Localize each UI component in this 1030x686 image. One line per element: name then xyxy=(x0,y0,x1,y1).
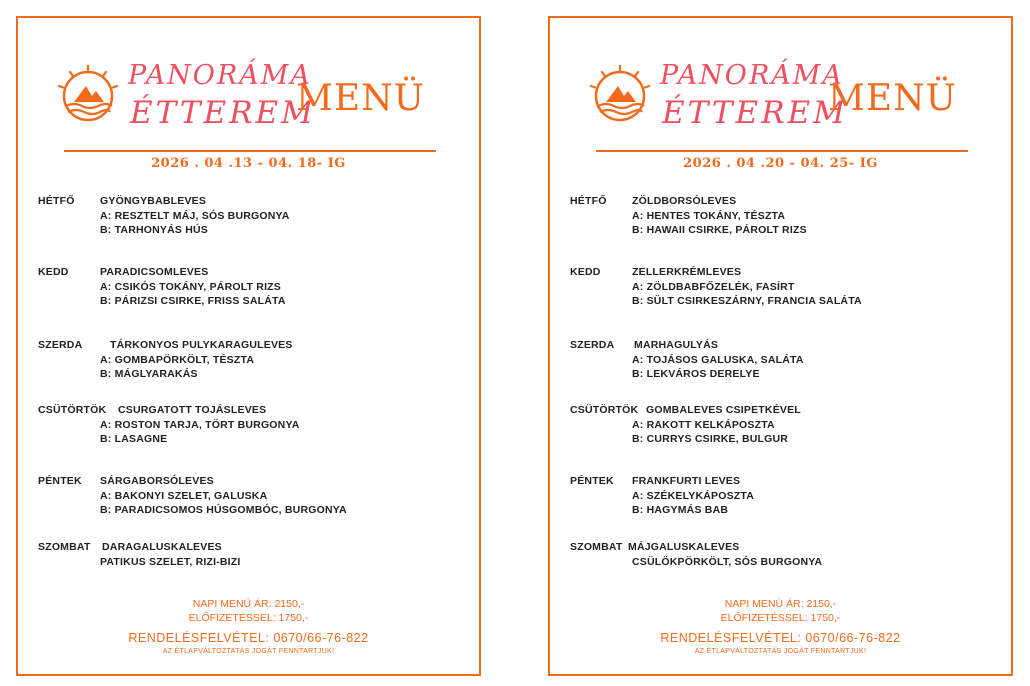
day-name: HÉTFŐ xyxy=(38,195,75,207)
day-name: KEDD xyxy=(570,266,601,278)
option-a: A: BAKONYI SZELET, GALUSKA xyxy=(100,489,268,502)
order-phone: RENDELÉSFELVÉTEL: 0670/66-76-822 xyxy=(660,631,901,645)
divider xyxy=(596,150,968,152)
soup: FRANKFURTI LEVES xyxy=(632,475,741,487)
option-b: B: HAGYMÁS BAB xyxy=(632,504,729,516)
price-line: NAPI MENÜ ÁR: 2150,- xyxy=(192,598,305,610)
option-b: B: LEKVÁROS DERELYE xyxy=(632,368,760,380)
option-a: A: ROSTON TARJA, TÖRT BURGONYA xyxy=(100,418,300,431)
menu-title: MENÜ xyxy=(296,78,425,119)
option-b: B: MÁGLYARAKÁS xyxy=(100,368,198,380)
option-a: A: GOMBAPÖRKÖLT, TÉSZTA xyxy=(100,353,255,366)
menu-title: MENÜ xyxy=(828,78,957,119)
soup: CSURGATOTT TOJÁSLEVES xyxy=(118,404,267,416)
date-range: 2026 . 04 .20 - 04. 25- IG xyxy=(683,156,878,171)
subscription-price-line: ELŐFIZETÉSSEL: 1750,- xyxy=(720,612,841,624)
brand-line-1: PANORÁMA xyxy=(660,60,844,91)
day-name: PÉNTEK xyxy=(570,475,614,487)
sunset-logo-icon xyxy=(56,64,120,128)
disclaimer-note: AZ ÉTLAPVÁLTOZTATÁS JOGÁT FENNTARTJUK! xyxy=(162,648,335,655)
option-a: A: RAKOTT KELKÁPOSZTA xyxy=(632,418,775,431)
order-phone: RENDELÉSFELVÉTEL: 0670/66-76-822 xyxy=(128,631,369,645)
soup: SÁRGABORSÓLEVES xyxy=(100,475,214,487)
divider xyxy=(64,150,436,152)
main-dish: CSÜLÖKPÖRKÖLT, SÓS BURGONYA xyxy=(632,555,823,568)
option-a: A: RESZTELT MÁJ, SÓS BURGONYA xyxy=(100,209,290,222)
day-name: CSÜTÖRTÖK xyxy=(38,404,107,416)
option-a: A: HENTES TOKÁNY, TÉSZTA xyxy=(632,209,786,222)
brand-line-2: ÉTTEREM xyxy=(662,95,848,131)
brand-line-2: ÉTTEREM xyxy=(130,95,316,131)
option-a: A: ZÖLDBABFŐZELÉK, FASÍRT xyxy=(632,280,795,293)
option-b: B: TARHONYÁS HÚS xyxy=(100,224,209,236)
option-a: A: TOJÁSOS GALUSKA, SALÁTA xyxy=(632,353,804,366)
menu-page-week1 xyxy=(16,16,481,676)
disclaimer-note: AZ ÉTLAPVÁLTOZTATÁS JOGÁT FENNTARTJUK! xyxy=(694,648,867,655)
day-name: KEDD xyxy=(38,266,69,278)
main-dish: PATIKUS SZELET, RIZI-BIZI xyxy=(100,555,241,568)
day-name: SZOMBAT xyxy=(38,541,91,553)
price-line: NAPI MENÜ ÁR: 2150,- xyxy=(724,598,837,610)
day-name: CSÜTÖRTÖK xyxy=(570,404,639,416)
soup: ZELLERKRÉMLEVES xyxy=(632,266,742,278)
option-b: B: CURRYS CSIRKE, BULGUR xyxy=(632,433,789,445)
day-name: SZERDA xyxy=(38,339,83,351)
option-b: B: LASAGNE xyxy=(100,433,168,445)
day-name: SZERDA xyxy=(570,339,615,351)
soup: MARHAGULYÁS xyxy=(634,339,719,351)
day-name: HÉTFŐ xyxy=(570,195,607,207)
soup: GYÖNGYBABLEVES xyxy=(100,195,207,207)
option-b: B: PARADICSOMOS HÚSGOMBÓC, BURGONYA xyxy=(100,504,347,516)
page-header xyxy=(588,60,978,140)
sunset-logo-icon xyxy=(588,64,652,128)
brand-line-1: PANORÁMA xyxy=(128,60,312,91)
date-range: 2026 . 04 .13 - 04. 18- IG xyxy=(151,156,346,171)
soup: MÁJGALUSKALEVES xyxy=(628,541,740,553)
option-a: A: CSIKÓS TOKÁNY, PÁROLT RIZS xyxy=(100,280,282,293)
option-a: A: SZÉKELYKÁPOSZTA xyxy=(632,489,755,502)
day-name: SZOMBAT xyxy=(570,541,623,553)
day-name: PÉNTEK xyxy=(38,475,82,487)
option-b: B: HAWAII CSIRKE, PÁROLT RIZS xyxy=(632,224,807,236)
soup: PARADICSOMLEVES xyxy=(100,266,209,278)
soup: GOMBALEVES CSIPETKÉVEL xyxy=(646,404,801,416)
menu-page-week2 xyxy=(548,16,1013,676)
option-b: B: SÜLT CSIRKESZÁRNY, FRANCIA SALÁTA xyxy=(632,295,862,307)
subscription-price-line: ELŐFIZETÉSSEL: 1750,- xyxy=(188,612,309,624)
soup: ZÖLDBORSÓLEVES xyxy=(632,195,737,207)
page-header xyxy=(56,60,446,140)
soup: DARAGALUSKALEVES xyxy=(102,541,222,553)
option-b: B: PÁRIZSI CSIRKE, FRISS SALÁTA xyxy=(100,295,286,307)
soup: TÁRKONYOS PULYKARAGULEVES xyxy=(110,339,293,351)
